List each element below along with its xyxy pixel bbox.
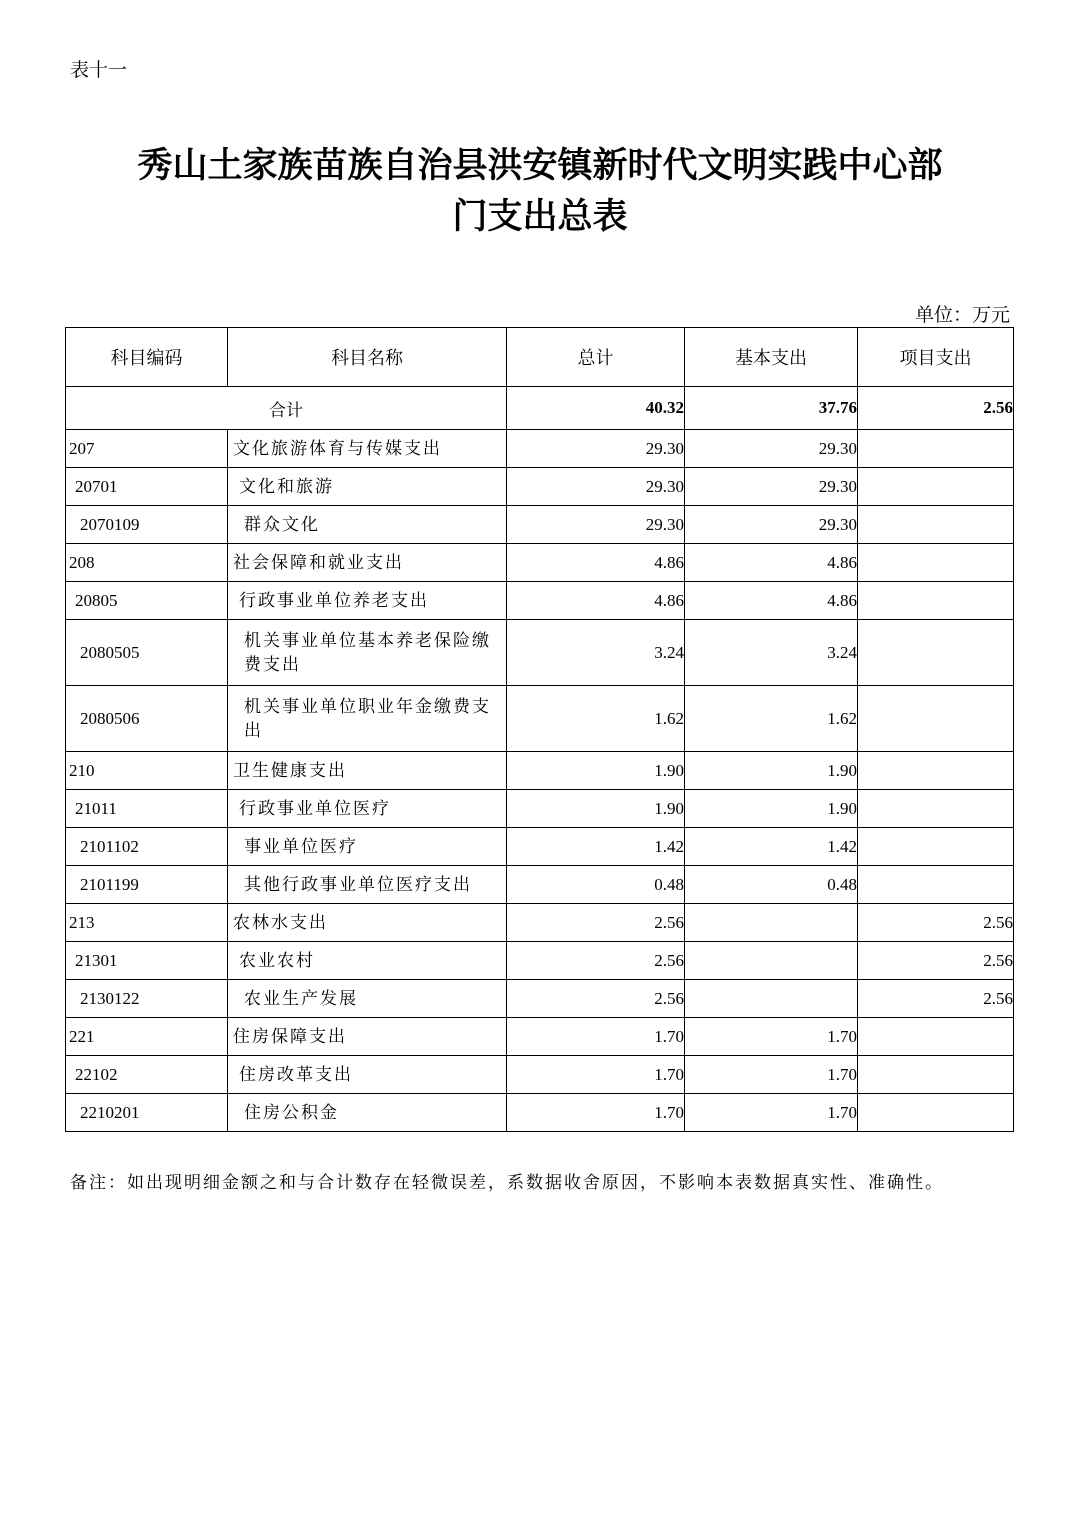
basic-expense-cell: 1.62	[685, 686, 858, 752]
subject-name-cell: 农业生产发展	[228, 980, 507, 1018]
subject-name-cell: 农业农村	[228, 942, 507, 980]
subject-code-cell: 2080505	[66, 620, 228, 686]
total-cell: 29.30	[507, 468, 685, 506]
project-expense-cell	[858, 752, 1014, 790]
subject-code-cell: 208	[66, 544, 228, 582]
subject-name-cell: 其他行政事业单位医疗支出	[228, 866, 507, 904]
subject-code-cell: 21011	[66, 790, 228, 828]
table-row	[66, 1056, 1014, 1094]
table-row	[66, 866, 1014, 904]
subject-code-cell: 21301	[66, 942, 228, 980]
subject-name-cell: 文化和旅游	[228, 468, 507, 506]
project-expense-cell	[858, 620, 1014, 686]
footnote: 备注：如出现明细金额之和与合计数存在轻微误差，系数据收舍原因，不影响本表数据真实性、准确性。	[70, 1173, 944, 1193]
table-row	[66, 620, 1014, 686]
subject-code-cell: 221	[66, 1018, 228, 1056]
project-expense-cell	[858, 1018, 1014, 1056]
basic-expense-cell: 29.30	[685, 468, 858, 506]
table-row	[66, 1094, 1014, 1132]
basic-expense-cell: 0.48	[685, 866, 858, 904]
subject-name-cell: 住房公积金	[228, 1094, 507, 1132]
table-row	[66, 1018, 1014, 1056]
table-row	[66, 430, 1014, 468]
subject-code-cell: 20805	[66, 582, 228, 620]
total-cell: 1.70	[507, 1056, 685, 1094]
unit-label: 单位：万元	[914, 304, 1010, 326]
basic-expense-cell: 1.42	[685, 828, 858, 866]
total-cell: 3.24	[507, 620, 685, 686]
title-line-1: 秀山土家族苗族自治县洪安镇新时代文明实践中心部	[137, 145, 943, 186]
project-expense-cell: 2.56	[858, 980, 1014, 1018]
project-expense-cell	[858, 1056, 1014, 1094]
table-row	[66, 980, 1014, 1018]
column-header-total: 总计	[507, 328, 685, 387]
total-cell: 2.56	[507, 942, 685, 980]
table-row	[66, 790, 1014, 828]
basic-expense-cell	[685, 980, 858, 1018]
table-row	[66, 468, 1014, 506]
project-expense-cell	[858, 828, 1014, 866]
subject-name-cell: 社会保障和就业支出	[228, 544, 507, 582]
basic-expense-cell	[685, 904, 858, 942]
subject-name-cell: 卫生健康支出	[228, 752, 507, 790]
project-expense-cell	[858, 468, 1014, 506]
project-expense-cell	[858, 790, 1014, 828]
basic-expense-cell: 1.90	[685, 790, 858, 828]
basic-expense-cell: 4.86	[685, 544, 858, 582]
subject-code-cell: 2210201	[66, 1094, 228, 1132]
column-header-project: 项目支出	[858, 328, 1014, 387]
subject-code-cell: 207	[66, 430, 228, 468]
total-basic: 37.76	[685, 387, 858, 430]
project-expense-cell	[858, 544, 1014, 582]
table-header-row	[66, 328, 1014, 387]
total-cell: 2.56	[507, 904, 685, 942]
subject-code-cell: 2130122	[66, 980, 228, 1018]
total-cell: 29.30	[507, 506, 685, 544]
title-line-2: 门支出总表	[452, 196, 628, 237]
total-cell: 29.30	[507, 430, 685, 468]
project-expense-cell: 2.56	[858, 942, 1014, 980]
total-cell: 4.86	[507, 582, 685, 620]
project-expense-cell	[858, 582, 1014, 620]
basic-expense-cell: 29.30	[685, 430, 858, 468]
table-row	[66, 942, 1014, 980]
basic-expense-cell: 4.86	[685, 582, 858, 620]
subject-name-cell: 文化旅游体育与传媒支出	[228, 430, 507, 468]
total-label: 合计	[66, 387, 507, 430]
subject-name-cell: 机关事业单位职业年金缴费支出	[228, 686, 507, 752]
subject-code-cell: 213	[66, 904, 228, 942]
column-header-code: 科目编码	[66, 328, 228, 387]
basic-expense-cell: 1.70	[685, 1094, 858, 1132]
subject-name-cell: 事业单位医疗	[228, 828, 507, 866]
page-title	[60, 140, 1020, 242]
project-expense-cell	[858, 1094, 1014, 1132]
subject-name-cell: 行政事业单位养老支出	[228, 582, 507, 620]
subject-name-cell: 群众文化	[228, 506, 507, 544]
subject-name-cell: 农林水支出	[228, 904, 507, 942]
column-header-basic: 基本支出	[685, 328, 858, 387]
project-expense-cell	[858, 430, 1014, 468]
subject-code-cell: 2080506	[66, 686, 228, 752]
total-project: 2.56	[858, 387, 1014, 430]
basic-expense-cell: 3.24	[685, 620, 858, 686]
table-row	[66, 828, 1014, 866]
project-expense-cell	[858, 866, 1014, 904]
subject-code-cell: 22102	[66, 1056, 228, 1094]
basic-expense-cell: 1.70	[685, 1018, 858, 1056]
table-body	[66, 387, 1014, 1132]
total-cell: 1.90	[507, 752, 685, 790]
total-cell: 1.70	[507, 1018, 685, 1056]
basic-expense-cell: 1.90	[685, 752, 858, 790]
subject-name-cell: 住房改革支出	[228, 1056, 507, 1094]
project-expense-cell	[858, 506, 1014, 544]
subject-name-cell: 机关事业单位基本养老保险缴费支出	[228, 620, 507, 686]
total-total: 40.32	[507, 387, 685, 430]
project-expense-cell	[858, 686, 1014, 752]
table-row	[66, 582, 1014, 620]
subject-code-cell: 2101199	[66, 866, 228, 904]
expenditure-table	[65, 327, 1014, 1132]
table-row	[66, 904, 1014, 942]
basic-expense-cell: 1.70	[685, 1056, 858, 1094]
subject-name-cell: 住房保障支出	[228, 1018, 507, 1056]
total-cell: 1.70	[507, 1094, 685, 1132]
total-cell: 2.56	[507, 980, 685, 1018]
subject-code-cell: 2070109	[66, 506, 228, 544]
table-row	[66, 752, 1014, 790]
total-cell: 1.90	[507, 790, 685, 828]
basic-expense-cell: 29.30	[685, 506, 858, 544]
total-row	[66, 387, 1014, 430]
total-cell: 0.48	[507, 866, 685, 904]
table-number: 表十一	[70, 59, 128, 81]
total-cell: 1.42	[507, 828, 685, 866]
column-header-name: 科目名称	[228, 328, 507, 387]
table-row	[66, 544, 1014, 582]
subject-name-cell: 行政事业单位医疗	[228, 790, 507, 828]
table-row	[66, 506, 1014, 544]
subject-code-cell: 20701	[66, 468, 228, 506]
total-cell: 4.86	[507, 544, 685, 582]
total-cell: 1.62	[507, 686, 685, 752]
subject-code-cell: 210	[66, 752, 228, 790]
table-row	[66, 686, 1014, 752]
basic-expense-cell	[685, 942, 858, 980]
subject-code-cell: 2101102	[66, 828, 228, 866]
project-expense-cell: 2.56	[858, 904, 1014, 942]
